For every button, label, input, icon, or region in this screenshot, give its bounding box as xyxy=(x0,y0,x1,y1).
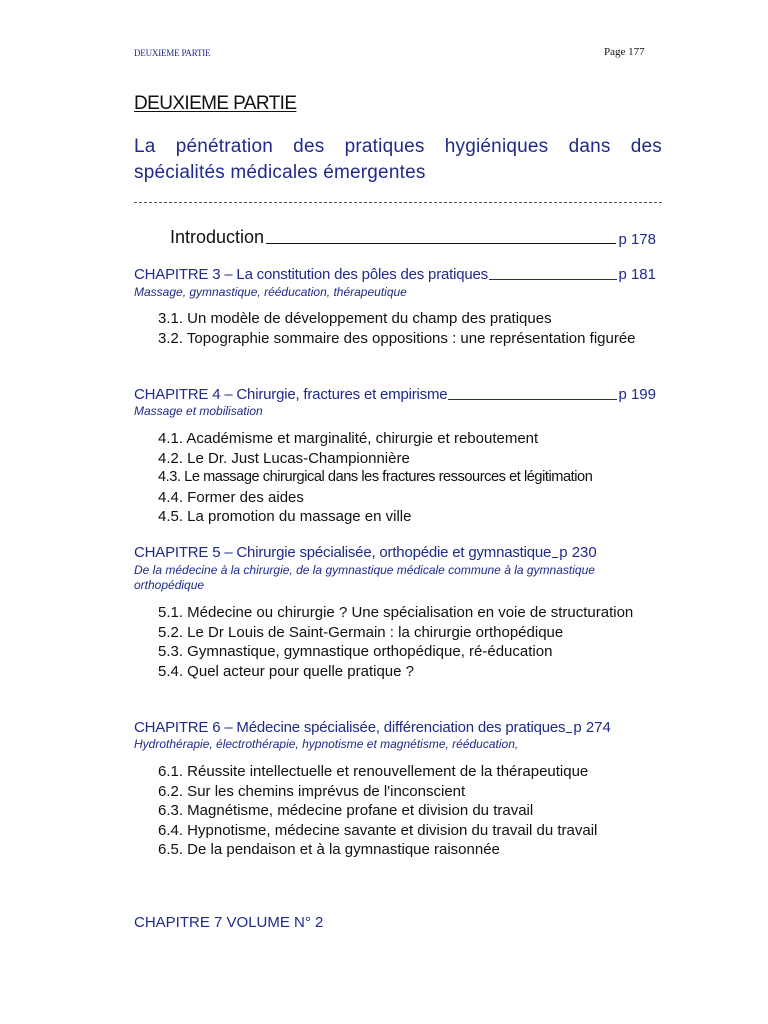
part-subtitle: La pénétration des pratiques hygiéniques dans des spécialités médicales émergentes xyxy=(134,136,662,183)
leader-line xyxy=(448,399,617,400)
section-list xyxy=(158,309,660,348)
toc-page-ref: p 181 xyxy=(618,266,656,283)
toc-entry-introduction[interactable] xyxy=(170,222,656,248)
toc-page-ref: p 199 xyxy=(618,386,656,403)
chapter-subtitle: Hydrothérapie, électrothérapie, hypnotisme et magnétisme, rééducation, xyxy=(134,737,519,751)
leader-line xyxy=(266,243,616,244)
toc-page-ref: p 274 xyxy=(573,719,611,736)
toc-entry-chapter-5[interactable] xyxy=(134,541,656,561)
section-item: 5.2. Le Dr Louis de Saint-Germain : la chirurgie orthopédique xyxy=(158,623,564,641)
page-number: Page 177 xyxy=(604,46,645,58)
section-item: 4.4. Former des aides xyxy=(158,488,304,506)
section-item: 5.4. Quel acteur pour quelle pratique ? xyxy=(158,662,415,680)
part-title: DEUXIEME PARTIE xyxy=(134,93,297,114)
section-item: 6.1. Réussite intellectuelle et renouvellement de la thérapeutique xyxy=(158,763,589,780)
section-item: 4.2. Le Dr. Just Lucas-Championnière xyxy=(158,449,410,467)
running-header: DEUXIEME PARTIE xyxy=(134,48,211,58)
section-item: 3.2. Topographie sommaire des oppositions : une représentation figurée xyxy=(158,329,636,347)
section-item: 6.5. De la pendaison et à la gymnastique raisonnée xyxy=(158,841,500,858)
chapter-title: CHAPITRE 4 – Chirurgie, fractures et empirisme xyxy=(134,386,448,403)
leader-line xyxy=(552,557,558,558)
toc-entry-chapter-4[interactable] xyxy=(134,383,656,403)
section-item: 4.5. La promotion du massage en ville xyxy=(158,508,412,525)
chapter-title: CHAPITRE 6 – Médecine spécialisée, différenciation des pratiques xyxy=(134,719,566,736)
section-list xyxy=(158,429,660,527)
section-list xyxy=(158,762,660,860)
chapter-title: CHAPITRE 5 – Chirurgie spécialisée, orthopédie et gymnastique xyxy=(134,544,552,561)
section-item: 6.2. Sur les chemins imprévus de l'inconscient xyxy=(158,782,466,800)
section-item: 5.1. Médecine ou chirurgie ? Une spécialisation en voie de structuration xyxy=(158,604,634,621)
chapter-subtitle: Massage et mobilisation xyxy=(134,404,263,418)
section-item: 3.1. Un modèle de développement du champ des pratiques xyxy=(158,310,552,327)
toc-page-ref: p 230 xyxy=(559,544,597,561)
toc-page-ref: p 178 xyxy=(618,231,656,248)
section-item: 6.3. Magnétisme, médecine profane et division du travail xyxy=(158,802,534,819)
leader-line xyxy=(489,279,617,280)
section-item: 4.1. Académisme et marginalité, chirurgie et reboutement xyxy=(158,430,539,447)
volume-note: CHAPITRE 7 VOLUME N° 2 xyxy=(134,914,324,931)
chapter-subtitle: Massage, gymnastique, rééducation, thérapeutique xyxy=(134,285,407,299)
section-list xyxy=(158,603,660,681)
section-item: 4.3. Le massage chirurgical dans les fractures ressources et légitimation xyxy=(158,469,593,485)
chapter-subtitle: De la médecine à la chirurgie, de la gymnastique médicale commune à la gymnastique orthopédique xyxy=(134,563,595,592)
dashed-separator xyxy=(134,202,662,203)
chapter-title: CHAPITRE 3 – La constitution des pôles des pratiques xyxy=(134,266,488,283)
section-item: 6.4. Hypnotisme, médecine savante et division du travail du travail xyxy=(158,821,598,839)
section-item: 5.3. Gymnastique, gymnastique orthopédique, ré-éducation xyxy=(158,643,553,660)
toc-entry-label: Introduction xyxy=(170,227,265,247)
leader-line xyxy=(566,732,572,733)
toc-entry-chapter-3[interactable] xyxy=(134,263,656,283)
toc-entry-chapter-6[interactable] xyxy=(134,716,656,736)
